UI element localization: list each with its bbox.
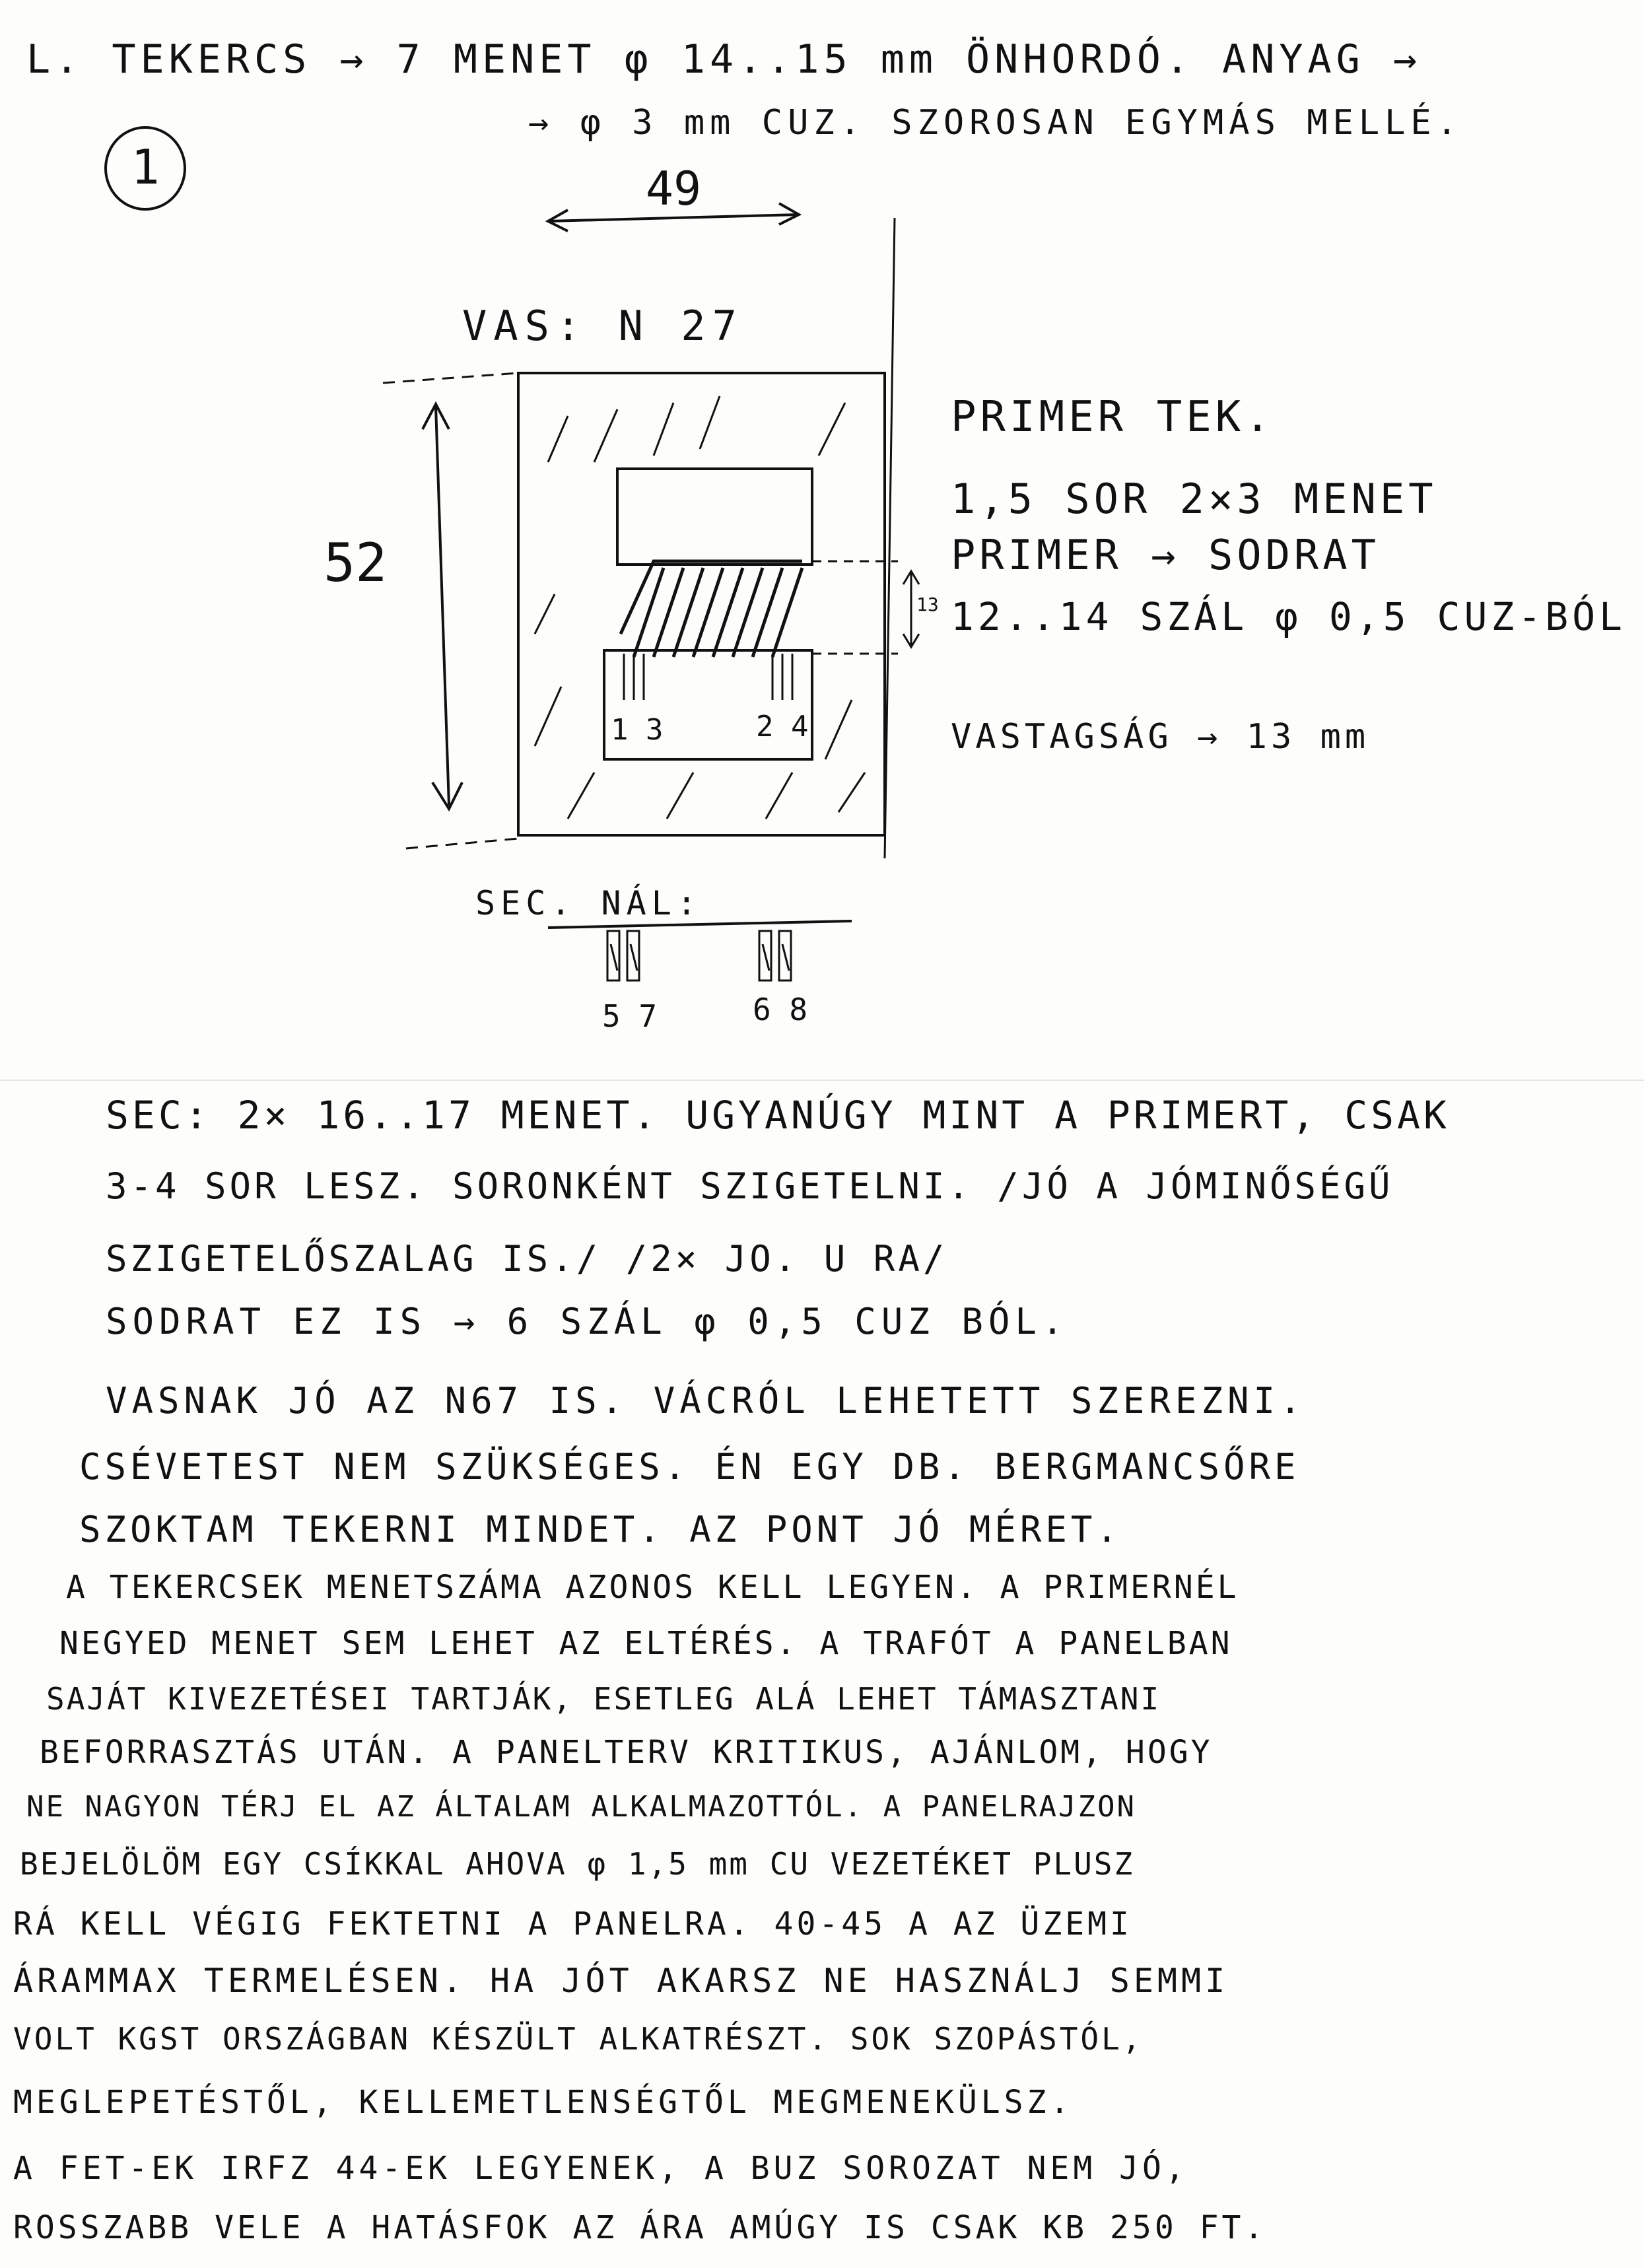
body-line-13: BEJELÖLÖM EGY CSÍKKAL AHOVA φ 1,5 mm CU VEZETÉKET PLUSZ: [20, 1846, 1135, 1882]
body-line-12: NE NAGYON TÉRJ EL AZ ÁLTALAM ALKALMAZOTTÓL. A PANELRAJZON: [26, 1790, 1136, 1824]
winding-leads: [624, 654, 792, 700]
body-line-19: ROSSZABB VELE A HATÁSFOK AZ ÁRA AMÚGY IS CSAK KB 250 FT.: [13, 2209, 1267, 2246]
width-label: 49: [645, 162, 702, 216]
body-line-3: SZIGETELŐSZALAG IS./ /2× JO. U RA/: [106, 1238, 948, 1280]
primer-note-3: PRIMER → SODRAT: [951, 531, 1380, 579]
core-label: VAS: N 27: [462, 302, 743, 350]
body-line-1: SEC: 2× 16..17 MENET. UGYANÚGY MINT A PRIMERT, CSAK: [106, 1093, 1450, 1138]
body-line-5: VASNAK JÓ AZ N67 IS. VÁCRÓL LEHETETT SZEREZNI.: [106, 1380, 1306, 1422]
body-line-16: VOLT KGST ORSZÁGBAN KÉSZÜLT ALKATRÉSZT. SOK SZOPÁSTÓL,: [13, 2021, 1144, 2057]
primary-winding: [621, 561, 802, 657]
gap-label: 13: [916, 594, 939, 615]
body-line-14: RÁ KELL VÉGIG FEKTETNI A PANELRA. 40-45 A AZ ÜZEMI: [13, 1906, 1132, 1942]
primer-note-1: PRIMER TEK.: [951, 393, 1274, 442]
body-line-9: NEGYED MENET SEM LEHET AZ ELTÉRÉS. A TRAFÓT A PANELBAN: [59, 1625, 1233, 1662]
body-line-7: SZOKTAM TEKERNI MINDET. AZ PONT JÓ MÉRET.: [79, 1509, 1122, 1550]
core-hatching: [535, 396, 865, 819]
paper-fold: [0, 1080, 1644, 1081]
primer-note-2: 1,5 SOR 2×3 MENET: [951, 475, 1437, 523]
pins-2-4: 2 4: [756, 710, 809, 743]
gap-dimension: [903, 571, 939, 647]
body-line-4: SODRAT EZ IS → 6 SZÁL φ 0,5 CUZ BÓL.: [106, 1301, 1069, 1342]
pins-6-8: 6 8: [753, 992, 808, 1027]
pins-1-3: 1 3: [611, 713, 664, 747]
body-line-18: A FET-EK IRFZ 44-EK LEGYENEK, A BUZ SOROZAT NEM JÓ,: [13, 2150, 1188, 2187]
body-line-6: CSÉVETEST NEM SZÜKSÉGES. ÉN EGY DB. BERGMANCSŐRE: [79, 1446, 1300, 1488]
transformer-core-diagram: [0, 0, 1644, 1070]
height-dimension: [324, 404, 462, 809]
height-label: 52: [324, 532, 388, 594]
body-line-15: ÁRAMMAX TERMELÉSEN. HA JÓT AKARSZ NE HASZNÁLJ SEMMI: [13, 1962, 1229, 2000]
pins-5-7: 5 7: [602, 998, 658, 1034]
body-line-2: 3-4 SOR LESZ. SORONKÉNT SZIGETELNI. /JÓ A JÓMINŐSÉGŰ: [106, 1165, 1394, 1207]
page-number: 1: [131, 139, 160, 195]
primer-note-5: VASTAGSÁG → 13 mm: [951, 717, 1370, 757]
body-line-17: MEGLEPETÉSTŐL, KELLEMETLENSÉGTŐL MEGMENEKÜLSZ.: [13, 2084, 1074, 2121]
width-dimension: [548, 162, 799, 231]
secondary-pins: [607, 931, 791, 980]
header-line-2: → φ 3 mm CUZ. SZOROSAN EGYMÁS MELLÉ.: [528, 103, 1463, 143]
core-window: [617, 469, 812, 565]
sec-label: SEC. NÁL:: [475, 884, 702, 922]
body-line-11: BEFORRASZTÁS UTÁN. A PANELTERV KRITIKUS, AJÁNLOM, HOGY: [40, 1734, 1213, 1771]
primer-note-4: 12..14 SZÁL φ 0,5 CUZ-BÓL: [951, 594, 1626, 639]
header-line-1: L. TEKERCS → 7 MENET φ 14..15 mm ÖNHORDÓ. ANYAG →: [26, 36, 1422, 83]
body-line-10: SAJÁT KIVEZETÉSEI TARTJÁK, ESETLEG ALÁ LEHET TÁMASZTANI: [46, 1681, 1161, 1717]
body-line-8: A TEKERCSEK MENETSZÁMA AZONOS KELL LEGYEN. A PRIMERNÉL: [66, 1569, 1239, 1606]
